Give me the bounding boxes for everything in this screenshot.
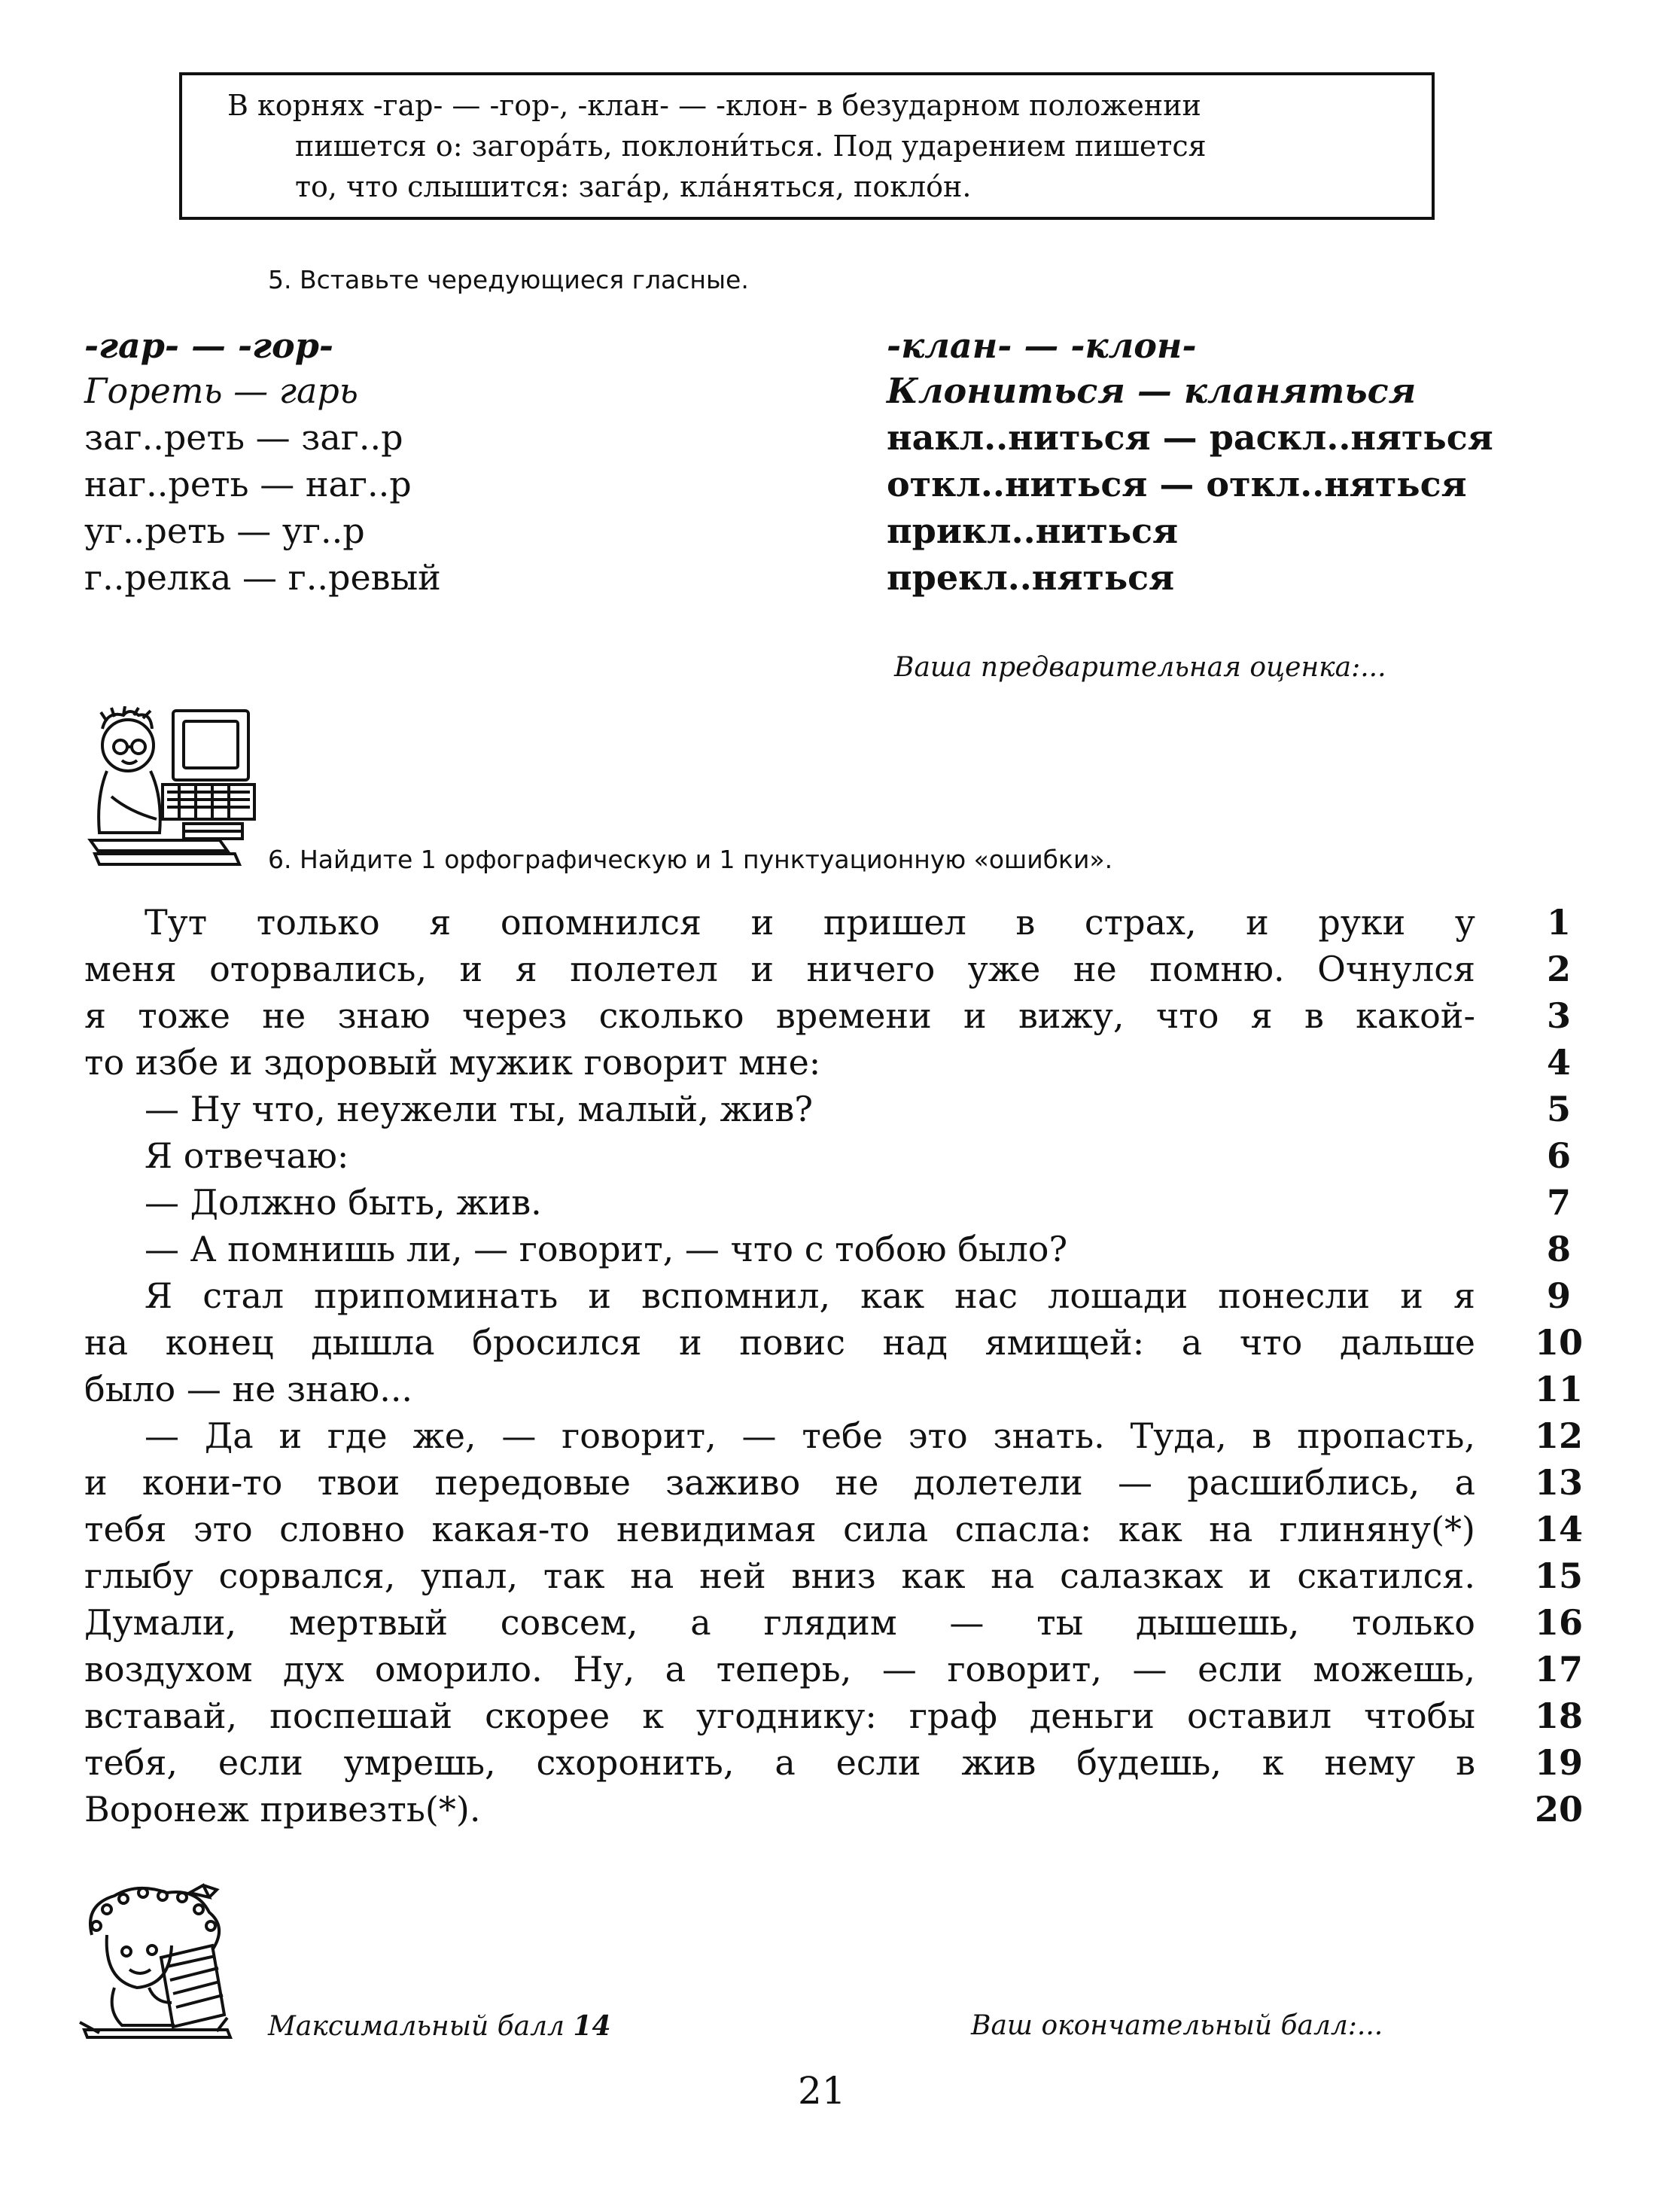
passage-line: — А помнишь ли, — говорит, — что с тобою было? <box>145 1229 1068 1269</box>
passage-line: меня оторвались, и я полетел и ничего уже не помню. Очнулся <box>84 949 1475 989</box>
line-number: 14 <box>1534 1509 1583 1549</box>
task5-title: 5. Вставьте чередующиеся гласные. <box>268 265 749 294</box>
line-number: 10 <box>1534 1322 1583 1363</box>
task5-right-item: прекл..няться <box>887 557 1175 598</box>
line-number: 7 <box>1546 1182 1571 1223</box>
passage-line: — Ну что, неужели ты, малый, жив? <box>145 1089 813 1129</box>
passage-line: вставай, поспешай скорее к угоднику: граф деньги оставил чтобы <box>84 1696 1475 1736</box>
rule-box <box>179 72 1435 220</box>
task6-title: 6. Найдите 1 орфографическую и 1 пунктуационную «ошибки». <box>268 845 1113 874</box>
rule-line-3: то, что слышится: зага́р, кла́няться, покло́н. <box>295 170 972 203</box>
task5-right-item: накл..ниться — раскл..няться <box>887 417 1493 458</box>
line-number: 1 <box>1546 902 1571 943</box>
line-number: 11 <box>1534 1369 1583 1409</box>
passage-line: — Да и где же, — говорит, — тебе это знать. Туда, в пропасть, <box>145 1415 1475 1456</box>
line-number: 9 <box>1546 1275 1571 1316</box>
passage-line: Я стал припоминать и вспомнил, как нас лошади понесли и я <box>145 1275 1475 1316</box>
line-number: 8 <box>1546 1229 1571 1269</box>
final-score: Ваш окончательный балл:... <box>971 2010 1383 2041</box>
max-score <box>268 2010 611 2042</box>
line-number: 18 <box>1534 1696 1583 1736</box>
line-number: 5 <box>1546 1089 1571 1129</box>
student-computer-illustration <box>84 706 257 868</box>
passage-line: Я отвечаю: <box>145 1135 349 1176</box>
passage-line: то избе и здоровый мужик говорит мне: <box>84 1042 821 1083</box>
passage-line: на конец дышла бросился и повис над ямищей: а что дальше <box>84 1322 1475 1363</box>
passage-line: тебя это словно какая-то невидимая сила спасла: как на глиняну(*) <box>84 1509 1475 1549</box>
passage-line: было — не знаю... <box>84 1369 413 1409</box>
passage-line: и кони-то твои передовые заживо не долетели — расшиблись, а <box>84 1462 1475 1503</box>
line-number: 13 <box>1534 1462 1583 1503</box>
rule-line-2: пишется о: загора́ть, поклони́ться. Под ударением пишется <box>295 129 1207 163</box>
passage-line: воздухом дух оморило. Ну, а теперь, — говорит, — если можешь, <box>84 1649 1475 1690</box>
max-score-label: Максимальный балл <box>268 2011 565 2042</box>
task5-left-item: уг..реть — уг..р <box>84 510 365 551</box>
task5-right-example: Клониться — кланяться <box>887 370 1417 411</box>
rule-line-1: В корнях -гар- — -гор-, -клан- — -клон- в безударном положении <box>227 89 1201 122</box>
passage-line: Воронеж привезть(*). <box>84 1789 481 1830</box>
task5-left-item: г..релка — г..ревый <box>84 557 441 598</box>
line-number: 16 <box>1534 1602 1583 1643</box>
task5-right-item: прикл..ниться <box>887 510 1179 551</box>
line-number: 2 <box>1546 949 1571 989</box>
passage-line: Тут только я опомнился и пришел в страх, и руки у <box>145 902 1475 943</box>
girl-reading-illustration <box>77 1882 235 2040</box>
passage-line: глыбу сорвался, упал, так на ней вниз как на салазках и скатился. <box>84 1555 1475 1596</box>
passage-line: тебя, если умрешь, схоронить, а если жив будешь, к нему в <box>84 1742 1475 1783</box>
passage-line: — Должно быть, жив. <box>145 1182 542 1223</box>
task5-left-heading: -гар- — -гор- <box>84 325 333 366</box>
line-number: 15 <box>1534 1555 1583 1596</box>
line-number: 4 <box>1546 1042 1571 1083</box>
line-number: 6 <box>1546 1135 1571 1176</box>
task5-right-heading: -клан- — -клон- <box>887 325 1197 366</box>
page-number: 21 <box>798 2069 846 2113</box>
line-number: 19 <box>1534 1742 1583 1783</box>
line-number: 20 <box>1534 1789 1583 1830</box>
line-number: 3 <box>1546 995 1571 1036</box>
line-number: 12 <box>1534 1415 1583 1456</box>
task5-right-item: откл..ниться — откл..няться <box>887 464 1467 504</box>
passage-line: я тоже не знаю через сколько времени и вижу, что я в какой- <box>84 995 1475 1036</box>
task5-left-item: наг..реть — наг..р <box>84 464 412 504</box>
task5-left-item: заг..реть — заг..р <box>84 417 403 458</box>
task5-left-example: Гореть — гарь <box>84 370 358 411</box>
prelim-score: Ваша предварительная оценка:... <box>894 652 1386 683</box>
max-score-value: 14 <box>573 2010 611 2042</box>
passage-line: Думали, мертвый совсем, а глядим — ты дышешь, только <box>84 1602 1475 1643</box>
line-number: 17 <box>1534 1649 1583 1690</box>
